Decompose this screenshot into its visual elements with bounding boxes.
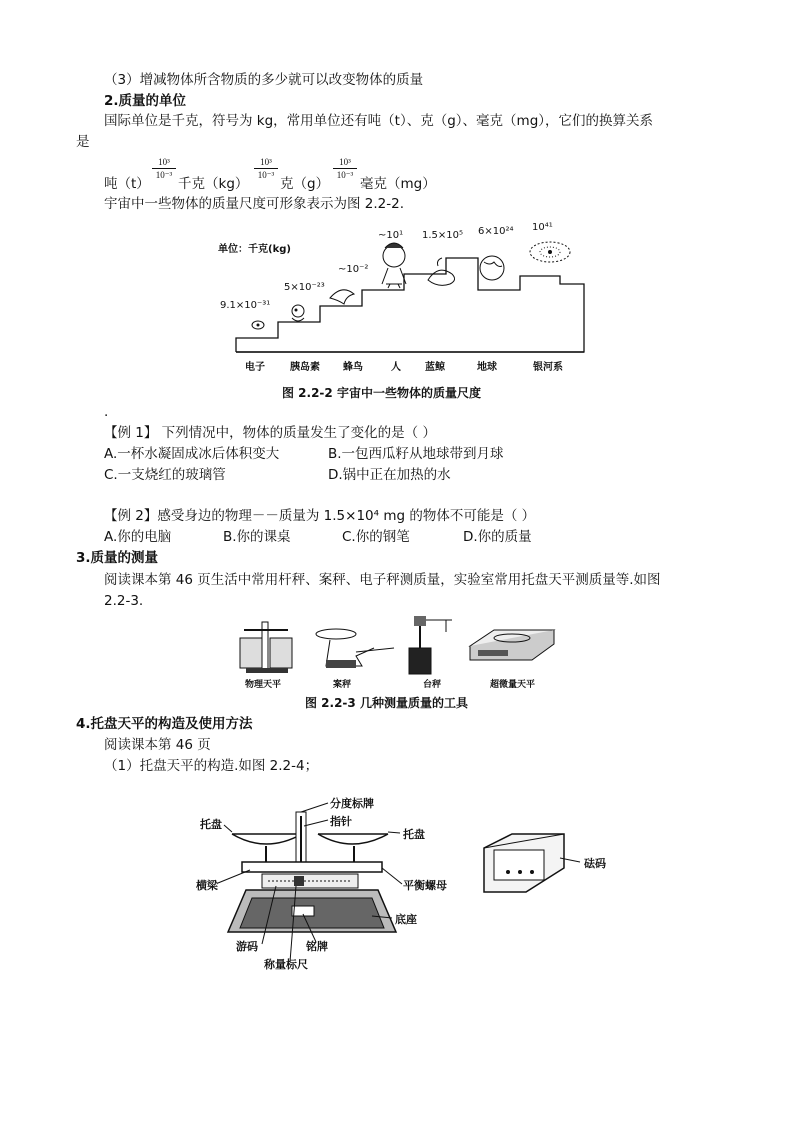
fig-unit-label: 单位：千克(kg): [218, 244, 291, 255]
conv-kg: 千克（kg）: [178, 176, 249, 192]
name-blue-whale: 蓝鲸: [425, 362, 445, 373]
label-rider: 游码: [236, 940, 258, 953]
conv-fraction-1: 10³ 10⁻³: [152, 157, 176, 180]
paragraph-balance-structure: （1）托盘天平的构造.如图 2.2-4；: [104, 758, 319, 774]
example-1-question: 【例 1】 下列情况中，物体的质量发生了变化的是（ ）: [104, 425, 436, 441]
label-nameplate: 铭牌: [306, 940, 328, 953]
name-hummingbird: 蜂鸟: [343, 362, 363, 373]
example-2-option-d: D.你的质量: [463, 529, 532, 545]
text-line-3: （3）增减物体所含物质的多少就可以改变物体的质量: [104, 72, 424, 88]
paragraph-read-textbook: 阅读课本第 46 页: [104, 737, 211, 753]
conv-g: 克（g）: [280, 176, 330, 192]
mass-earth: 6×10²⁴: [478, 226, 514, 237]
paragraph-units-2: 是: [76, 134, 90, 150]
label-weights: 砝码: [584, 857, 606, 870]
stray-dot: .: [104, 404, 109, 420]
name-electron: 电子: [245, 362, 265, 373]
example-2-option-b: B.你的课桌: [223, 529, 291, 545]
tool-physics-balance: 物理天平: [245, 680, 282, 690]
example-2-option-c: C.你的钢笔: [342, 529, 410, 545]
label-scale-ruler: 称量标尺: [264, 958, 308, 971]
paragraph-measurement-2: 2.2-3.: [104, 593, 144, 609]
label-base: 底座: [395, 913, 417, 926]
label-balance-nut: 平衡螺母: [403, 879, 447, 892]
example-1-option-a: A.一杯水凝固成冰后体积变大: [104, 446, 280, 462]
paragraph-units-1: 国际单位是千克，符号为 kg，常用单位还有吨（t）、克（g）、毫克（mg），它们的换算关系: [104, 113, 654, 129]
label-pointer: 指针: [330, 815, 352, 828]
name-galaxy: 银河系: [533, 362, 563, 373]
mass-human: ~10¹: [378, 230, 404, 241]
example-1-option-d: D.锅中正在加热的水: [328, 467, 451, 483]
name-human: 人: [391, 362, 401, 373]
paragraph-measurement-1: 阅读课本第 46 页生活中常用杆秤、案秤、电子秤测质量，实验室常用托盘天平测质量等.如图: [104, 572, 661, 588]
caption-fig-2-2-3: 图 2.2-3 几种测量质量的工具: [305, 696, 468, 710]
conv-fraction-2: 10³ 10⁻³: [254, 157, 278, 180]
conv-ton: 吨（t）: [104, 176, 150, 192]
conv-fraction-3: 10³ 10⁻³: [333, 157, 357, 180]
mass-hummingbird: ~10⁻²: [338, 264, 369, 275]
mass-insulin: 5×10⁻²³: [284, 282, 325, 293]
name-insulin: 胰岛素: [290, 362, 320, 373]
tool-platform-scale: 案秤: [333, 680, 352, 690]
example-1-option-b: B.一包西瓜籽从地球带到月球: [328, 446, 504, 462]
example-2-question: 【例 2】感受身边的物理－－质量为 1.5×10⁴ mg 的物体不可能是（ ）: [104, 508, 536, 524]
mass-galaxy: 10⁴¹: [532, 222, 553, 233]
mass-electron: 9.1×10⁻³¹: [220, 300, 271, 311]
name-earth: 地球: [477, 362, 497, 373]
heading-mass-measurement: 3.质量的测量: [76, 550, 159, 566]
label-beam: 横梁: [196, 879, 218, 892]
tool-counter-scale: 台秤: [423, 680, 442, 690]
label-scale-plate: 分度标牌: [330, 797, 374, 810]
heading-tray-balance: 4.托盘天平的构造及使用方法: [76, 716, 253, 732]
caption-fig-2-2-2: 图 2.2-2 宇宙中一些物体的质量尺度: [282, 386, 481, 400]
heading-mass-units: 2.质量的单位: [104, 93, 187, 109]
conv-mg: 毫克（mg）: [360, 176, 436, 192]
tool-micro-balance: 超微量天平: [490, 680, 536, 690]
label-pan-left: 托盘: [200, 818, 222, 831]
example-1-option-c: C.一支烧红的玻璃管: [104, 467, 226, 483]
label-pan-right: 托盘: [403, 828, 425, 841]
example-2-option-a: A.你的电脑: [104, 529, 172, 545]
mass-blue-whale: 1.5×10⁵: [422, 230, 464, 241]
paragraph-universe: 宇宙中一些物体的质量尺度可形象表示为图 2.2-2.: [104, 196, 405, 212]
